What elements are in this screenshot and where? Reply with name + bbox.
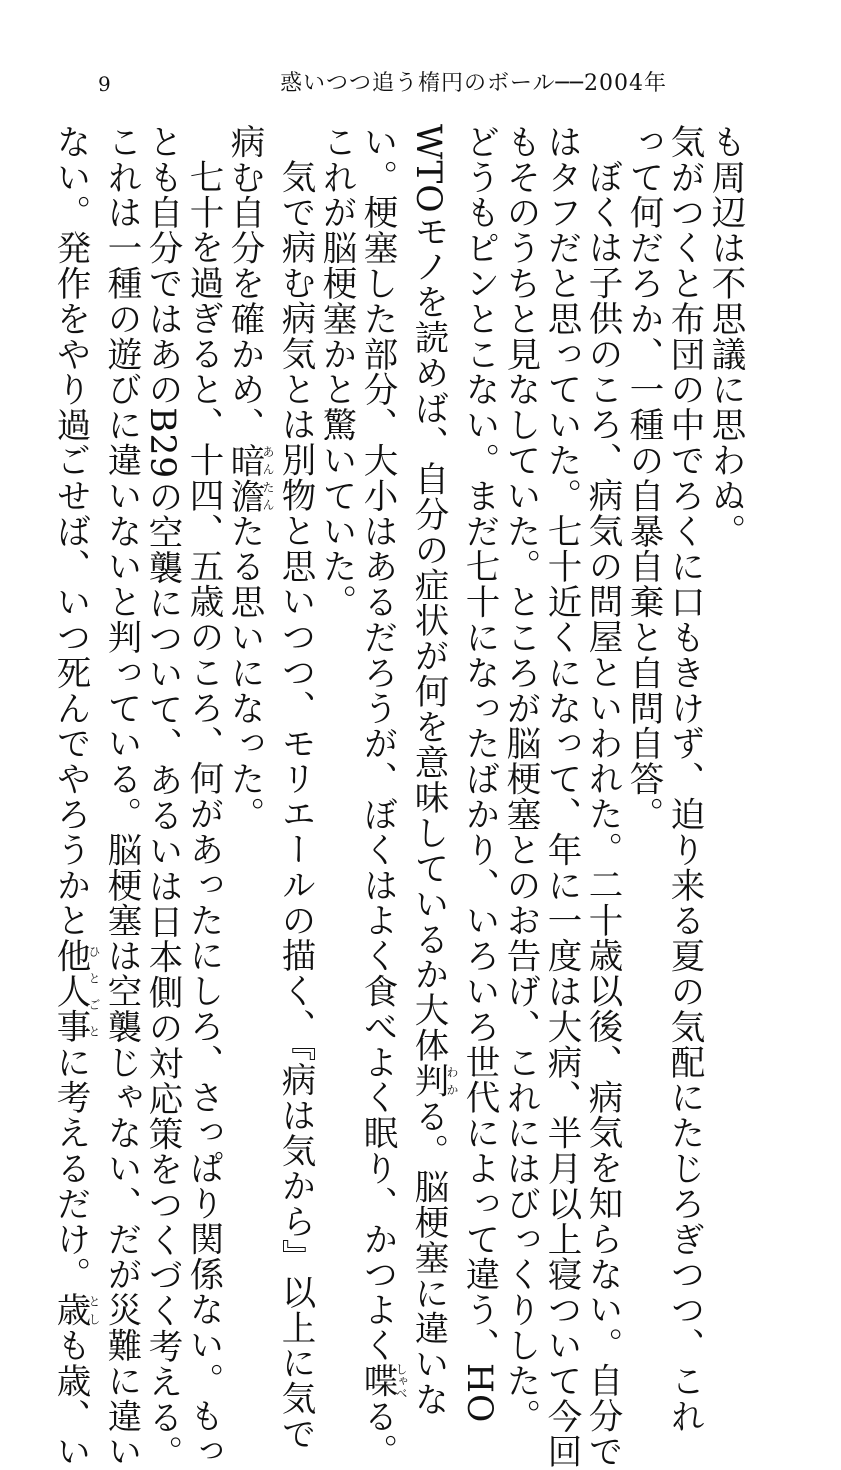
text-line: 気で病む病気とは別物と思いつつ、モリエールの描く、『病は気から』以上に気で — [275, 158, 315, 1452]
ruby-annotation: 暗澹あんたん — [224, 442, 275, 514]
ruby-annotation: 歳とし — [50, 1292, 101, 1328]
running-head-title: 惑いつつ追う楕円のボール──2004年 — [280, 71, 668, 96]
page-number: 9 — [98, 72, 111, 96]
body-text — [50, 124, 745, 1470]
text-line: WTOモノを読めば、自分の症状が何を意味しているか大体判わかる。脳梗塞に違いな — [408, 124, 459, 1418]
text-line: はタフだと思っていた。七十近くになって、年に一度は大病、半月以上寝ついて今回 — [541, 124, 581, 1470]
text-line: も周辺は不思議に思わぬ。 — [705, 124, 745, 549]
text-line: もそのうちと見なしていた。ところが脳梗塞とのお告げ、これにはびっくりした。 — [500, 124, 540, 1434]
ruby-annotation: 喋しゃべ — [357, 1362, 408, 1399]
ruby-annotation: 他人事ひとごと — [50, 938, 101, 1045]
text-line: これが脳梗塞かと驚いていた。 — [316, 124, 356, 620]
text-line: ぼくは子供のころ、病気の問屋といわれた。二十歳以後、病気を知らない。自分で — [582, 158, 622, 1469]
ruby-annotation: 判わか — [408, 1063, 459, 1099]
text-line: 病む自分を確かめ、暗澹あんたんたる思いになった。 — [224, 124, 275, 833]
text-line: 七十を過ぎると、十四、五歳のころ、何があったにしろ、さっぱり関係ない。もっ — [183, 158, 223, 1469]
text-line: って何だろか、一種の自暴自棄と自問自答。 — [623, 124, 663, 832]
text-line: どうもピンとこない。まだ七十になったばかり、いろいろ世代によって違う、HO — [459, 124, 499, 1424]
text-line: ない。発作をやり過ごせば、いつ死んでやろうかと他人事ひとごとに考えるだけ。歳としも歳、い — [50, 124, 101, 1470]
text-line: 気がつくと布団の中でろくに口もきけず、迫り来る夏の気配にたじろぎつつ、これ — [664, 124, 704, 1434]
text-line: い。梗塞した部分、大小はあるだろうが、ぼくはよく食べよく眠り、かつよく喋しゃべる。 — [357, 124, 408, 1470]
text-line: これは一種の遊びに違いないと判っている。脳梗塞は空襲じゃない、だが災難に違い — [101, 124, 141, 1470]
text-line: とも自分ではあのB29の空襲について、あるいは日本側の対応策をつくづく考える。 — [142, 124, 182, 1470]
